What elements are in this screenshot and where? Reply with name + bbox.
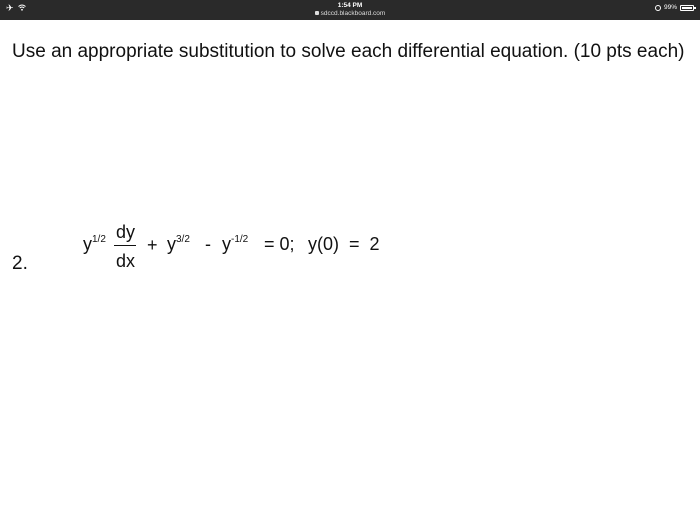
- equals-zero: = 0;: [264, 234, 295, 254]
- url-text: sdccd.blackboard.com: [320, 10, 386, 17]
- plus-sign: +: [147, 235, 158, 255]
- status-center: [0, 2, 700, 18]
- status-time: 1:54 PM: [337, 2, 363, 9]
- exponent-half: 1/2: [92, 234, 106, 245]
- rotation-lock-icon: [655, 5, 661, 11]
- fraction-numerator: dy: [116, 222, 136, 242]
- fraction-denominator: dx: [116, 251, 136, 271]
- term-y-neg-half: [222, 234, 248, 258]
- status-right: [655, 3, 694, 13]
- initial-condition: y(0) = 2: [308, 234, 380, 254]
- exponent-three-halves: 3/2: [176, 234, 190, 245]
- term-y-half: [83, 234, 106, 258]
- minus-sign: -: [205, 234, 211, 254]
- fraction-bar: [114, 245, 136, 246]
- battery-percent: 99%: [663, 4, 677, 11]
- exponent-neg-half: -1/2: [231, 234, 249, 245]
- term-y-base: y: [83, 234, 92, 254]
- term-y-base-2: y: [167, 234, 176, 254]
- problem-number: 2.: [12, 253, 28, 274]
- instruction-text: Use an appropriate substitution to solve each differential equation. (10 pts each): [12, 41, 685, 62]
- address-url[interactable]: [0, 10, 700, 18]
- lock-icon: [315, 11, 319, 15]
- status-bar: [0, 0, 700, 20]
- airplane-icon: ✈: [6, 3, 14, 13]
- battery-icon: [680, 5, 694, 11]
- term-y-three-halves: [167, 234, 190, 258]
- term-y-base-3: y: [222, 234, 231, 254]
